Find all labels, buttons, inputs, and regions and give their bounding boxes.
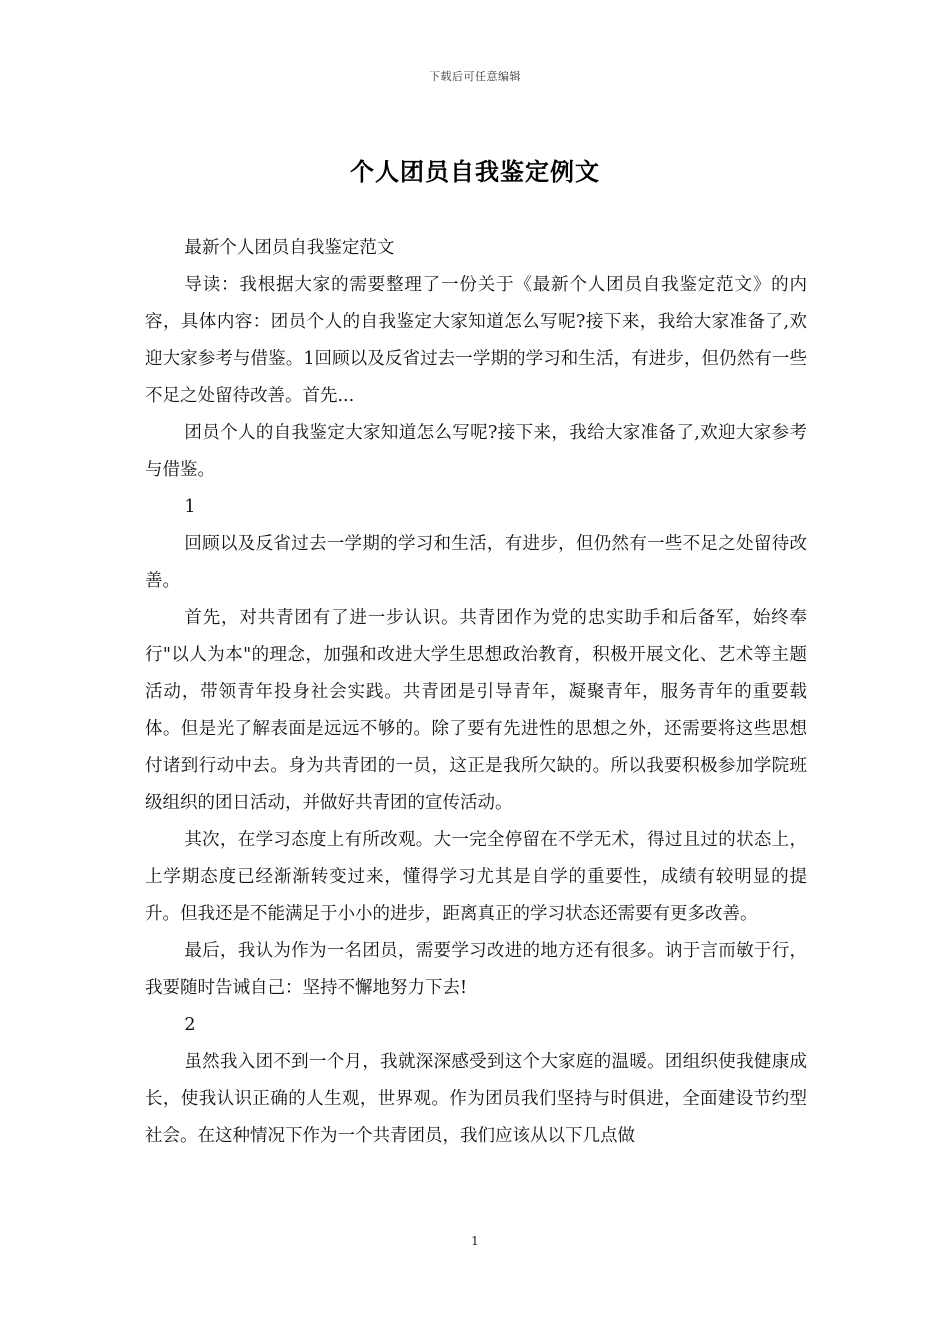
header-note: 下载后可任意编辑 bbox=[429, 70, 521, 83]
document-title: 个人团员自我鉴定例文 bbox=[350, 157, 600, 186]
paragraph-subtitle: 最新个人团员自我鉴定范文 bbox=[184, 238, 395, 258]
section-number: 2 bbox=[184, 1015, 196, 1035]
section-number: 1 bbox=[184, 497, 196, 517]
paragraph-intro: 导读：我根据大家的需要整理了一份关于《最新个人团员自我鉴定范文》的内容，具体内容：团员个人的自我鉴定大家知道怎么写呢?接下来，我给大家准备了,欢迎大家参考与借鉴。1回顾以及反省过去一学期的学习和生活，有进步，但仍然有一些不足之处留待改善。首先... bbox=[145, 275, 807, 406]
paragraph: 回顾以及反省过去一学期的学习和生活，有进步，但仍然有一些不足之处留待改善。 bbox=[145, 534, 807, 591]
paragraph: 首先，对共青团有了进一步认识。共青团作为党的忠实助手和后备军，始终奉行"以人为本"的理念，加强和改进大学生思想政治教育，积极开展文化、艺术等主题活动，带领青年投身社会实践。共青团是引导青年，凝聚青年，服务青年的重要载体。但是光了解表面是远远不够的。除了要有先进性的思想之外，还需要将这些思想付诸到行动中去。身为共青团的一员，这正是我所欠缺的。所以我要积极参加学院班级组织的团日活动，并做好共青团的宣传活动。 bbox=[145, 608, 807, 813]
page-number: 1 bbox=[471, 1234, 479, 1248]
document-body bbox=[145, 230, 807, 1155]
paragraph: 团员个人的自我鉴定大家知道怎么写呢?接下来，我给大家准备了,欢迎大家参考与借鉴。 bbox=[145, 423, 807, 480]
paragraph: 虽然我入团不到一个月，我就深深感受到这个大家庭的温暖。团组织使我健康成长，使我认识正确的人生观，世界观。作为团员我们坚持与时俱进，全面建设节约型社会。在这种情况下作为一个共青团员，我们应该从以下几点做 bbox=[145, 1052, 807, 1146]
paragraph: 最后，我认为作为一名团员，需要学习改进的地方还有很多。讷于言而敏于行，我要随时告诫自己：坚持不懈地努力下去! bbox=[145, 941, 807, 998]
paragraph: 其次，在学习态度上有所改观。大一完全停留在不学无术，得过且过的状态上，上学期态度已经渐渐转变过来，懂得学习尤其是自学的重要性，成绩有较明显的提升。但我还是不能满足于小小的进步，距离真正的学习状态还需要有更多改善。 bbox=[145, 830, 807, 924]
